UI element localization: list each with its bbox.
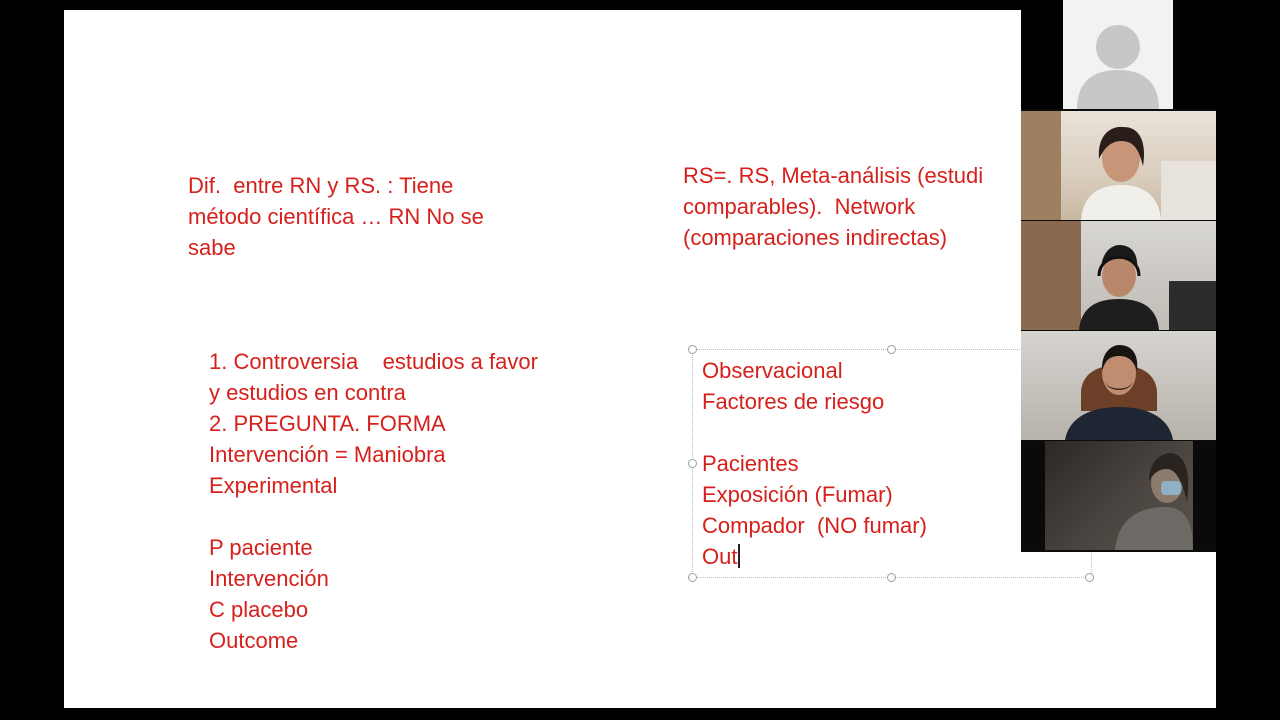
resize-handle-left[interactable] bbox=[688, 459, 697, 468]
resize-handle-top[interactable] bbox=[887, 345, 896, 354]
participant-tile-5[interactable] bbox=[1021, 441, 1216, 550]
participant-tile-1[interactable] bbox=[1021, 0, 1216, 109]
participant-video bbox=[1045, 441, 1193, 550]
resize-handle-bottom-right[interactable] bbox=[1085, 573, 1094, 582]
text-cursor bbox=[738, 544, 740, 568]
note-rn-vs-rs: Dif. entre RN y RS. : Tiene método científica … RN No se sabe bbox=[188, 173, 484, 260]
video-participants-panel bbox=[1021, 0, 1216, 552]
participant-tile-2[interactable] bbox=[1021, 111, 1216, 220]
editing-text-box[interactable] bbox=[702, 355, 927, 572]
user-avatar-icon bbox=[1063, 0, 1173, 109]
resize-handle-bottom-left[interactable] bbox=[688, 573, 697, 582]
resize-handle-bottom[interactable] bbox=[887, 573, 896, 582]
participant-tile-3[interactable] bbox=[1021, 221, 1216, 330]
participant-video bbox=[1021, 221, 1216, 330]
avatar-placeholder bbox=[1063, 0, 1173, 109]
note-rs-meta-analysis: RS=. RS, Meta-análisis (estudi comparables). Network (comparaciones indirectas) bbox=[683, 163, 984, 250]
editing-text: Observacional Factores de riesgo Pacientes Exposición (Fumar) Compador (NO fumar) Out bbox=[702, 358, 927, 569]
participant-video bbox=[1021, 111, 1216, 220]
participant-video bbox=[1021, 331, 1216, 440]
note-controversy-question: 1. Controversia estudios a favor y estudios en contra 2. PREGUNTA. FORMA Intervención = Maniobra Experimental P paciente Intervención C placebo Outcome bbox=[209, 349, 538, 653]
participant-tile-4[interactable] bbox=[1021, 331, 1216, 440]
resize-handle-top-left[interactable] bbox=[688, 345, 697, 354]
